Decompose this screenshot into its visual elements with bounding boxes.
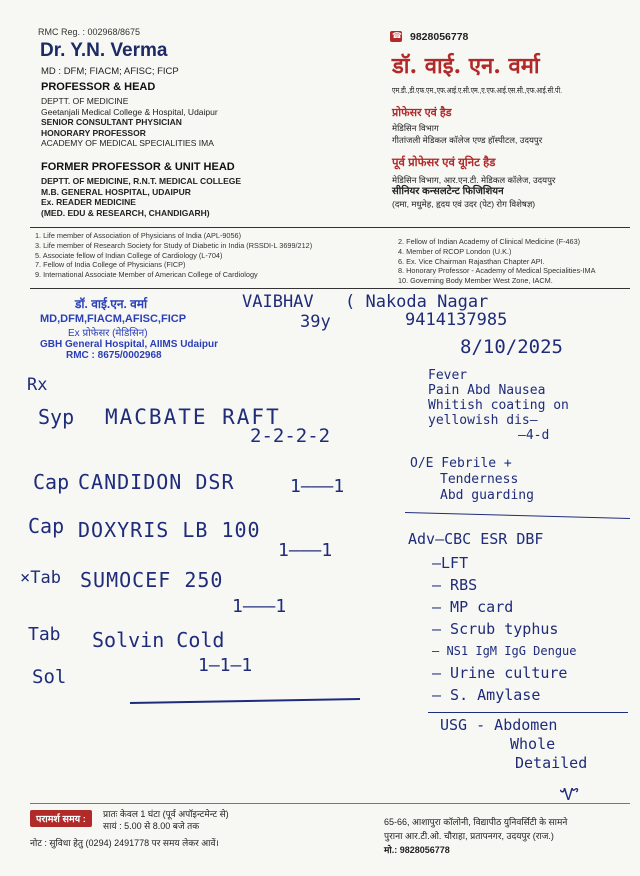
membership-item: 9. International Associate Member of American College of Cardiology — [35, 270, 258, 280]
phone-number: 9828056778 — [410, 31, 469, 43]
rx-dose: 1———1 — [290, 476, 345, 497]
rx-dose: 1———1 — [232, 596, 287, 617]
membership-item: 10. Governing Body Member West Zone, IACM. — [398, 276, 553, 286]
position-line: Ex. READER MEDICINE — [41, 197, 136, 207]
advice-item: — MP card — [432, 598, 514, 616]
membership-item: 6. Ex. Vice Chairman Rajasthan Chapter API. — [398, 256, 545, 266]
complaints-notes — [428, 368, 569, 443]
doctor-stamp — [40, 295, 240, 361]
footer-divider — [30, 803, 630, 804]
usg-line: Whole — [510, 735, 556, 753]
doctor-name-hi: डॉ. वाई. एन. वर्मा — [392, 53, 540, 79]
patient-name: VAIBHAV — [242, 292, 314, 312]
position-lines-hi-2 — [392, 174, 555, 210]
rx-drug-name: CANDIDON DSR — [78, 470, 235, 494]
membership-item: 5. Associate fellow of Indian College of Cardiology (L-704) — [35, 250, 223, 260]
membership-item: 8. Honorary Professor - Academy of Medical Specialities-IMA — [398, 266, 596, 276]
membership-item: 7. Fellow of India College of Physicians (FICP) — [35, 260, 186, 270]
position-line: HONORARY PROFESSOR — [41, 127, 146, 138]
rx-form: Sol — [32, 666, 67, 688]
stamp-role: Ex प्रोफेसर (मेडिसिन) — [68, 328, 148, 339]
footer-note: नोट : सुविधा हेतु (0294) 2491778 पर समय लेकर आवें। — [30, 838, 219, 848]
note-line: Fever — [428, 368, 468, 383]
consult-time-line: सायं : 5.00 से 8.00 बजे तक — [103, 821, 200, 831]
usg-line: Detailed — [515, 754, 588, 772]
professor-head-en: PROFESSOR & HEAD — [41, 81, 156, 93]
consult-time-badge: परामर्श समय : — [30, 810, 92, 827]
position-line: ACADEMY OF MEDICAL SPECIALITIES IMA — [41, 138, 214, 148]
rx-dose: 1—1—1 — [198, 655, 253, 676]
stamp-hospital: GBH General Hospital, AIIMS Udaipur — [40, 339, 218, 350]
rmc-reg: RMC Reg. : 002968/8675 — [38, 27, 141, 37]
membership-item: 1. Life member of Association of Physicians of India (APL-9056) — [35, 231, 242, 240]
phone-icon: ☎ — [392, 31, 402, 40]
position-line: (दमा, मधुमेह, हृदय एवं उदर (पेट) रोग विशेषज्ञ) — [392, 199, 536, 209]
advice-item: —LFT — [432, 554, 469, 572]
rx-form: Cap — [28, 514, 65, 538]
rx-drug-name: DOXYRIS LB 100 — [78, 518, 261, 542]
position-line: मेडिसिन विभाग, आर.एन.टी. मेडिकल कॉलेज, उदयपुर — [392, 175, 556, 185]
advice-title: Adv—CBC ESR DBF — [408, 530, 544, 548]
header-divider — [30, 227, 630, 228]
rx-drug-name: SUMOCEF 250 — [80, 568, 224, 592]
consult-time-line: प्रातः केवल 1 घंटा (पूर्व अपॉइन्टमेन्ट से) — [103, 809, 229, 819]
advice-list — [432, 552, 577, 706]
doctor-signature: Ꮙ — [560, 785, 580, 804]
usg-notes — [440, 716, 587, 773]
advice-item: — NS1 IgM IgG Dengue — [432, 644, 577, 658]
clinic-address — [384, 815, 567, 857]
note-line: Tenderness — [440, 472, 519, 487]
patient-address: ( Nakoda Nagar — [345, 292, 489, 312]
clinic-mobile: मो.: 9828056778 — [384, 845, 450, 855]
rx-dose: 2-2-2-2 — [250, 425, 331, 447]
former-professor-en: FORMER PROFESSOR & UNIT HEAD — [41, 161, 235, 173]
qualifications-en: MD : DFM; FIACM; AFISC; FICP — [41, 66, 179, 77]
position-line: सीनियर कन्सलटेन्ट फिजिशियन — [392, 186, 504, 197]
note-line: —4-d — [518, 428, 550, 443]
patient-age: 39y — [300, 312, 331, 332]
notes-divider — [405, 512, 630, 519]
rx-form: ×Tab — [20, 568, 61, 588]
rx-drug-name: MACBATE RAFT — [105, 405, 281, 429]
rx-drug-name: Solvin Cold — [92, 628, 225, 652]
position-line: गीतांजली मेडिकल कॉलेज एण्ड हॉस्पीटल, उदयपुर — [392, 135, 543, 145]
position-line: Geetanjali Medical College & Hospital, Udaipur — [41, 106, 218, 117]
position-line: DEPTT. OF MEDICINE — [41, 96, 129, 106]
membership-item: 2. Fellow of Indian Academy of Clinical Medicine (F-463) — [398, 237, 581, 246]
memberships-left — [35, 231, 312, 280]
position-line: मेडिसिन विभाग — [392, 123, 439, 133]
address-line: पुराना आर.टी.ओ. चौराहा, प्रतापनगर, उदयपुर (राज.) — [384, 831, 554, 841]
rx-form: Cap — [33, 470, 70, 494]
position-lines-en-1 — [41, 96, 218, 149]
usg-line: USG - Abdomen — [440, 716, 558, 734]
position-lines-en-2 — [41, 176, 241, 218]
stamp-rmc: RMC : 8675/0002968 — [66, 350, 162, 361]
position-line: DEPTT. OF MEDICINE, R.N.T. MEDICAL COLLEGE — [41, 176, 242, 186]
former-professor-hi: पूर्व प्रोफेसर एवं यूनिट हैड — [392, 157, 496, 169]
advice-item: — S. Amylase — [432, 686, 541, 704]
doctor-name-en: Dr. Y.N. Verma — [40, 40, 168, 61]
position-lines-hi-1 — [392, 122, 542, 146]
visit-date: 8/10/2025 — [460, 336, 563, 358]
membership-item: 3. Life member of Research Society for Study of Diabetic in India (RSSDI-L 3699/212) — [35, 240, 313, 250]
position-line: SENIOR CONSULTANT PHYSICIAN — [41, 117, 182, 127]
usg-divider — [428, 712, 628, 713]
advice-item: — RBS — [432, 576, 478, 594]
memberships-divider — [30, 288, 630, 289]
consult-times — [103, 808, 229, 832]
examination-notes — [410, 456, 534, 504]
note-line: Pain Abd Nausea — [428, 383, 546, 398]
note-line: Whitish coating on — [428, 398, 569, 413]
rx-form: Syp — [38, 405, 75, 429]
position-line: (MED. EDU & RESEARCH, CHANDIGARH) — [41, 207, 210, 218]
patient-phone: 9414137985 — [405, 310, 508, 330]
advice-item: — Urine culture — [432, 664, 568, 682]
memberships-right — [398, 237, 596, 286]
stamp-quals: MD,DFM,FIACM,AFISC,FICP — [40, 313, 187, 325]
rx-dose: 1———1 — [278, 540, 333, 561]
position-line: M.B. GENERAL HOSPITAL, UDAIPUR — [41, 186, 191, 197]
address-line: 65-66, आशापुरा कॉलोनी, विद्यापीठ युनिवर्सिटी के सामने — [384, 817, 568, 827]
professor-head-hi: प्रोफेसर एवं हैड — [392, 107, 452, 119]
membership-item: 4. Member of RCOP London (U.K.) — [398, 246, 512, 256]
qualifications-hi: एम.डी.,डी.एफ.एम.,एफ.आई.ए.सी.एम.,ए.एफ.आई.एस.सी.,एफ.आई.सी.पी. — [392, 86, 562, 95]
rx-symbol: Rx — [27, 375, 48, 395]
note-line: Abd guarding — [440, 488, 534, 503]
advice-item: — Scrub typhus — [432, 620, 559, 638]
rx-end-line — [130, 698, 360, 704]
note-line: O/E Febrile + — [410, 456, 512, 471]
rx-form: Tab — [28, 624, 61, 645]
note-line: yellowish dis— — [428, 413, 538, 428]
stamp-name: डॉ. वाई.एन. वर्मा — [75, 297, 148, 311]
